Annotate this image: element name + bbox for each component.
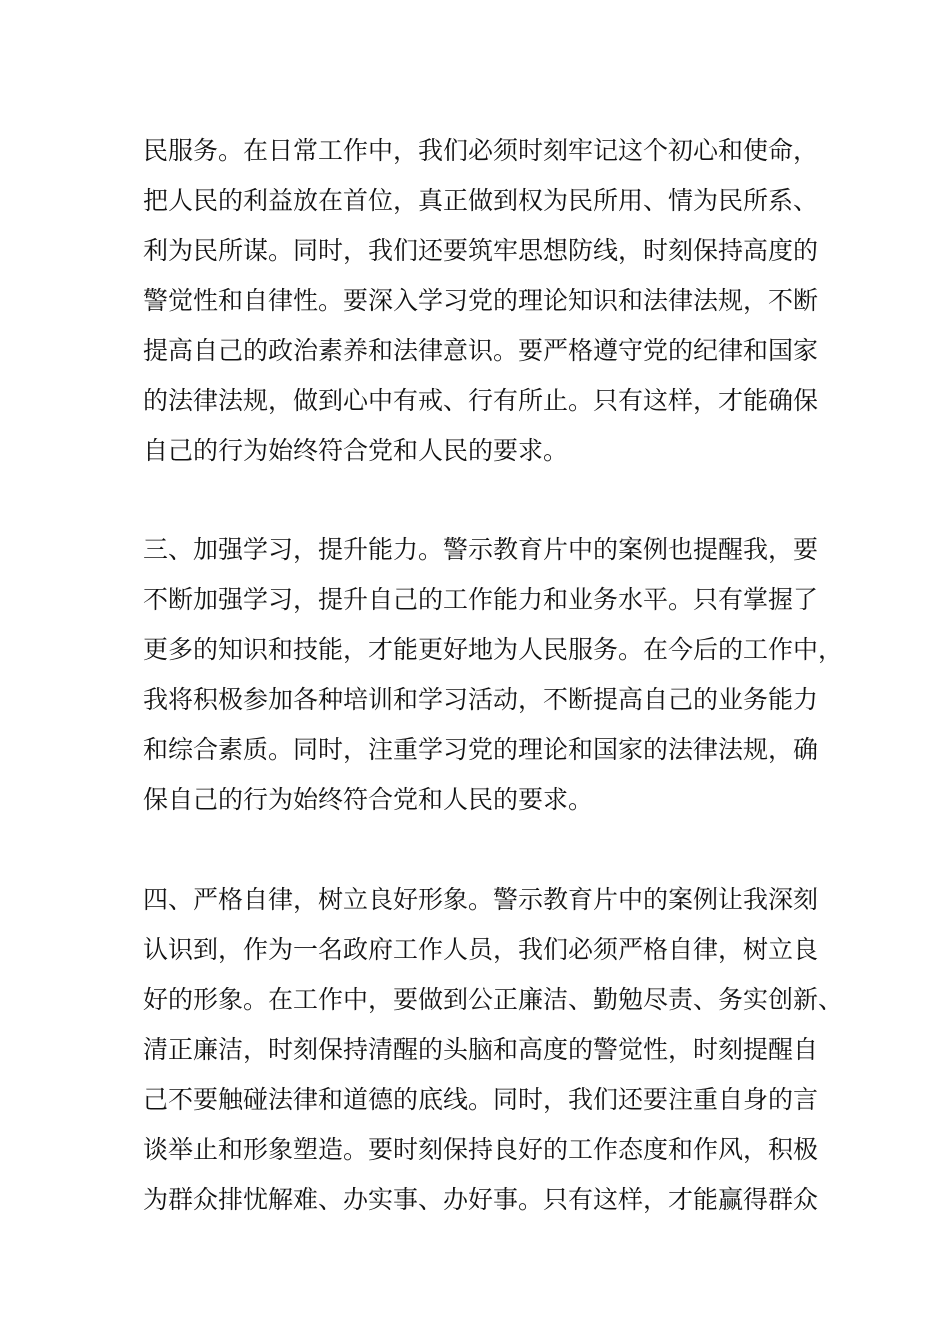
text-line: 更多的知识和技能，才能更好地为人民服务。在今后的工作中， [143,635,844,664]
text-line: 我将积极参加各种培训和学习活动，不断提高自己的业务能力 [143,685,819,714]
text-line: 好的形象。在工作中，要做到公正廉洁、勤勉尽责、务实创新、 [143,985,844,1014]
text-line: 保自己的行为始终符合党和人民的要求。 [143,785,594,814]
text-line: 警觉性和自律性。要深入学习党的理论知识和法律法规，不断 [143,286,819,315]
text-line: 民服务。在日常工作中，我们必须时刻牢记这个初心和使命， [143,136,819,165]
text-line: 自己的行为始终符合党和人民的要求。 [143,436,569,465]
paragraph-study [143,525,844,825]
text-line: 三、加强学习，提升能力。警示教育片中的案例也提醒我，要 [143,535,819,564]
text-line: 为群众排忧解难、办实事、办好事。只有这样，才能赢得群众 [143,1185,819,1214]
text-line: 把人民的利益放在首位，真正做到权为民所用、情为民所系、 [143,186,819,215]
text-line: 提高自己的政治素养和法律意识。要严格遵守党的纪律和国家 [143,336,819,365]
paragraph-service [143,126,823,476]
text-line: 认识到，作为一名政府工作人员，我们必须严格自律，树立良 [143,935,819,964]
text-line: 利为民所谋。同时，我们还要筑牢思想防线，时刻保持高度的 [143,236,819,265]
text-line: 清正廉洁，时刻保持清醒的头脑和高度的警觉性，时刻提醒自 [143,1035,819,1064]
text-line: 谈举止和形象塑造。要时刻保持良好的工作态度和作风，积极 [143,1135,819,1164]
text-line: 不断加强学习，提升自己的工作能力和业务水平。只有掌握了 [143,585,819,614]
text-line: 的法律法规，做到心中有戒、行有所止。只有这样，才能确保 [143,386,819,415]
text-line: 四、严格自律，树立良好形象。警示教育片中的案例让我深刻 [143,885,819,914]
text-line: 己不要触碰法律和道德的底线。同时，我们还要注重自身的言 [143,1085,819,1114]
text-line: 和综合素质。同时，注重学习党的理论和国家的法律法规，确 [143,735,819,764]
paragraph-self-discipline [143,875,844,1225]
